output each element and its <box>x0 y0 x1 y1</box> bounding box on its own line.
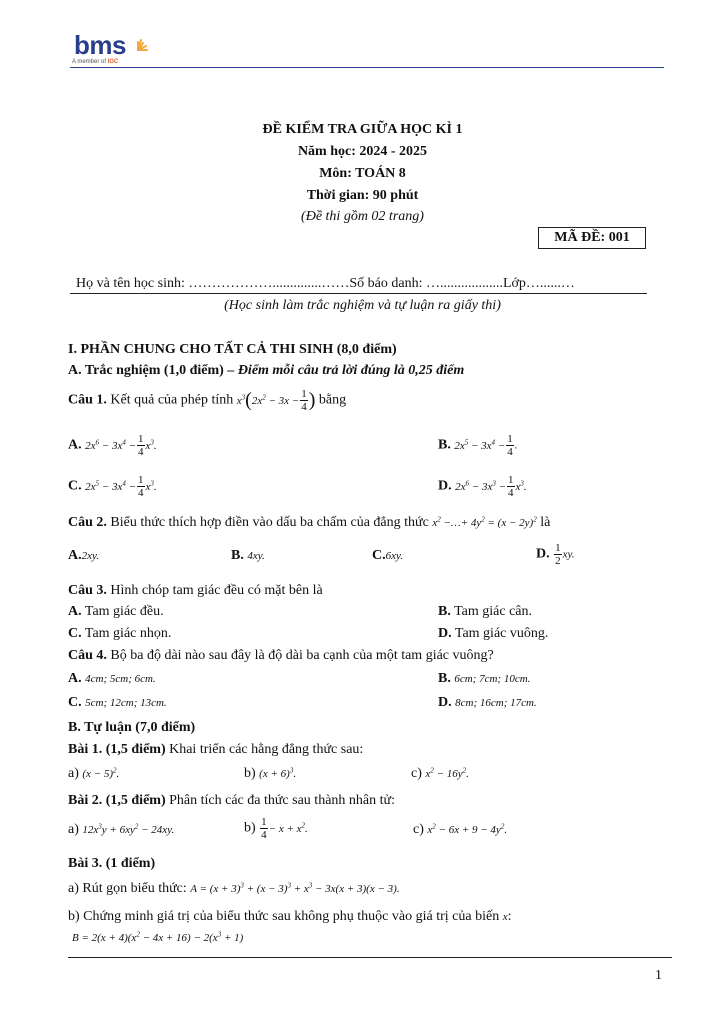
header-divider <box>70 67 664 68</box>
exam-code-box: MÃ ĐỀ: 001 <box>538 227 646 249</box>
q3-option-a: A. Tam giác đều. B. Tam giác cân. <box>68 604 533 619</box>
question-1: Câu 1. Kết quả của phép tính $x^3(2x^2 - 3x$ − $\frac{1}{4}$ ) bằng <box>68 388 347 413</box>
q4-option-c: C. 5cm; 12cm; 13cm. D. 8cm; 16cm; 17cm. <box>68 695 537 710</box>
partB-heading: B. Tự luận (7,0 điểm) <box>68 720 196 735</box>
footer-divider <box>68 957 672 958</box>
subject: Môn: TOÁN 8 <box>319 166 406 181</box>
exercise-3b: b) Chứng minh giá trị của biểu thức sau không phụ thuộc vào giá trị của biến x: <box>68 909 512 924</box>
q1-option-c: C. $2x^5 - 3x^4$ − $\frac{1}{4}$ $x^3$. D. $2x^6 - 3x^3$ − $\frac{1}{4}$ $x^3$. <box>68 474 527 499</box>
exercise-3a: a) Rút gọn biểu thức: $A = (x + 3)^3 + (x - 3)^3 + x^3 - 3x(x + 3)(x - 3)$. <box>68 881 400 896</box>
partA-heading: A. Trắc nghiệm (1,0 điểm) – Điểm mỗi câu trả lời đúng là 0,25 điểm <box>68 363 465 378</box>
exercise-2: Bài 2. (1,5 điểm) Phân tích các đa thức sau thành nhân tử: <box>68 793 395 808</box>
student-info-line: Họ và tên học sinh: ………………..............……Số báo danh: …..................Lớp…......… <box>70 274 647 294</box>
exercise-2-items: a) $12x^3y + 6xy^2 - 24xy$. b) $\frac{1}{4}$ − $x + x^2$. c) $x^2 - 6x + 9 - 4y^2$. <box>68 816 508 841</box>
q2-options: A.2xy. B. 4xy. C.6xy. D. $\frac{1}{2}$ xy. <box>68 542 575 567</box>
part1-heading: I. PHẦN CHUNG CHO TẤT CẢ THI SINH (8,0 điểm) <box>68 342 397 357</box>
school-logo <box>72 30 162 70</box>
page-number: 1 <box>655 968 662 983</box>
exercise-1-items: a) $(x - 5)^2$. b) $(x + 6)^3$. c) $x^2 - 16y^2$. <box>68 766 469 781</box>
q4-option-a: A. 4cm; 5cm; 6cm. B. 6cm; 7cm; 10cm. <box>68 671 531 686</box>
exercise-1: Bài 1. (1,5 điểm) Khai triển các hằng đẳng thức sau: <box>68 742 364 757</box>
exercise-3b-expression: $B = 2(x + 4)(x^2 - 4x + 16) - 2(x^3 + 1)$ <box>72 930 244 944</box>
exercise-3: Bài 3. (1 điểm) <box>68 856 156 871</box>
sun-icon <box>134 30 158 54</box>
page-count: (Đề thi gồm 02 trang) <box>301 209 424 224</box>
q3-option-c: C. Tam giác nhọn. D. Tam giác vuông. <box>68 626 549 641</box>
q1-option-a: A. $2x^6 - 3x^4$ − $\frac{1}{4}$ $x^3$. B. $2x^5 - 3x^4$ − $\frac{1}{4}$ . <box>68 433 518 458</box>
exam-title: ĐỀ KIỂM TRA GIỮA HỌC KÌ 1 <box>262 122 463 137</box>
exam-time: Thời gian: 90 phút <box>306 188 419 203</box>
question-3: Câu 3. Hình chóp tam giác đều có mặt bên là <box>68 583 323 598</box>
question-4: Câu 4. Bộ ba độ dài nào sau đây là độ dài ba cạnh của một tam giác vuông? <box>68 648 494 663</box>
instruction: (Học sinh làm trắc nghiệm và tự luận ra giấy thi) <box>224 298 501 313</box>
school-year: Năm học: 2024 - 2025 <box>297 144 428 159</box>
question-2: Câu 2. Biểu thức thích hợp điền vào dấu ba chấm của đẳng thức $x^2$ −…+ $4y^2 = (x - 2y)^2$ là <box>68 515 551 530</box>
logo-subtitle: A member of IGC <box>72 59 119 65</box>
logo-text: bms <box>74 30 126 60</box>
